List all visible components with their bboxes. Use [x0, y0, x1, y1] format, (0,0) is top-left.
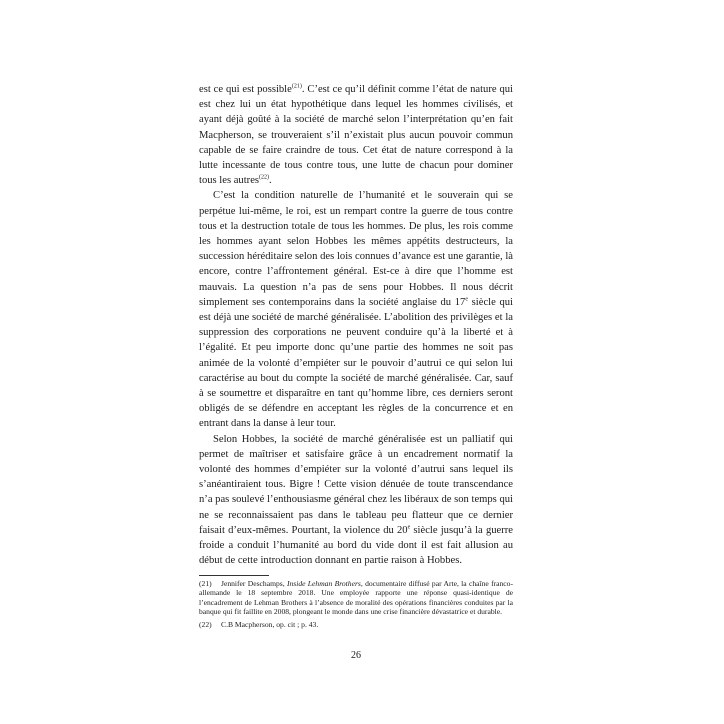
footnote [199, 620, 513, 630]
text-run: Jennifer Deschamps, [221, 578, 287, 588]
text-run: C’est la condition naturelle de l’humanité et le souverain qui se perpétue lui-même, le roi, est un rempart contre la guerre de tous contre tous et la destruction totale de tous les hommes. De plus, les rois comme les hommes ayant selon Hobbes les mêmes appétits destructeurs, la succession héréditaire selon des lois connues d’avance est une garantie, là encore, contre l’affrontement général. Est-ce à dire que l’homme est mauvais. La question n’a pas de sens pour Hobbes. Il nous décrit simplement ses contemporains dans la société anglaise du 17 [199, 190, 513, 308]
text-run: . [269, 175, 272, 187]
paragraph [199, 82, 513, 188]
body-text [199, 82, 513, 569]
text-run: siècle qui est déjà une société de marché généralisée. L’abolition des privilèges et la suppression des corporations ne peuvent conduire qu’à la liberté et à l’égalité. Et peu importe donc qu’une partie des hommes ne soit pas animée de la volonté d’empiéter sur le pouvoir d’autrui ce qui selon lui caractérise au bout du compte la société de marché généralisée. Car, sauf à se soumettre et disparaître en tant qu’homme libre, ces derniers seront obligés de se défendre en acceptant les règles de la concurrence et en entrant dans la danse à leur tour. [199, 296, 513, 430]
footnote-number: (21) [199, 578, 212, 588]
text-run: C.B Macpherson, op. cit ; p. 43. [221, 619, 319, 629]
footnote [199, 579, 513, 617]
text-run: est ce qui est possible [199, 84, 292, 95]
page-content [199, 82, 513, 632]
paragraph [199, 188, 513, 431]
footnote-divider [199, 575, 269, 576]
text-run: . C’est ce qu’il définit comme l’état de nature qui est chez lui un état hypothétique dans lequel les hommes civilisés, et ayant déjà goûté à la société de marché selon l’interprétation qu’en fait Macpherson, se trouveraient s’il n’existait plus aucun pouvoir commun capable de se faire craindre de tous. Cet état de nature correspond à la lutte incessante de tous contre tous, une lutte de chacun pour dominer tous les autres [199, 84, 514, 187]
text-run: siècle jusqu’à la guerre froide a conduit l’humanité au bord du vide dont il est fait allusion au début de cette introduction donnant en partie raison à Hobbes. [199, 524, 513, 567]
page-number: 26 [351, 650, 361, 661]
paragraph [199, 432, 513, 569]
text-run: , documentaire diffusé par Arte, la chaîne franco-allemande le 18 septembre 2018. Une employée rapporte une réponse quasi-identique de l’encadrement de Lehman Brothers à l’absence de moralité des opérations financières conduites par la banque qui fit faillite en 2008, plongeant le monde dans une crise financière dévastatrice et durable. [199, 578, 513, 617]
ordinal-superscript: e [465, 296, 469, 303]
footnote-ref: (21) [291, 83, 302, 90]
ordinal-superscript: e [407, 524, 411, 531]
film-title: Inside Lehman Brothers [286, 578, 361, 588]
footnote-ref: (22) [259, 174, 270, 181]
footnotes [199, 579, 513, 630]
footnote-number: (22) [199, 619, 212, 629]
text-run: Selon Hobbes, la société de marché généralisée est un palliatif qui permet de maîtriser et satisfaire grâce à un encadrement normatif la volonté des hommes d’empiéter sur la volonté d’autrui sans lequel ils s’anéantiraient tous. Bigre ! Cette vision dénuée de toute transcendance n’a pas soulevé l’enthousiasme général chez les libéraux de son temps qui ne se reconnaissaient pas dans le tableau peu flatteur que ce dernier faisait d’eux-mêmes. Pourtant, la violence du 20 [199, 433, 513, 536]
